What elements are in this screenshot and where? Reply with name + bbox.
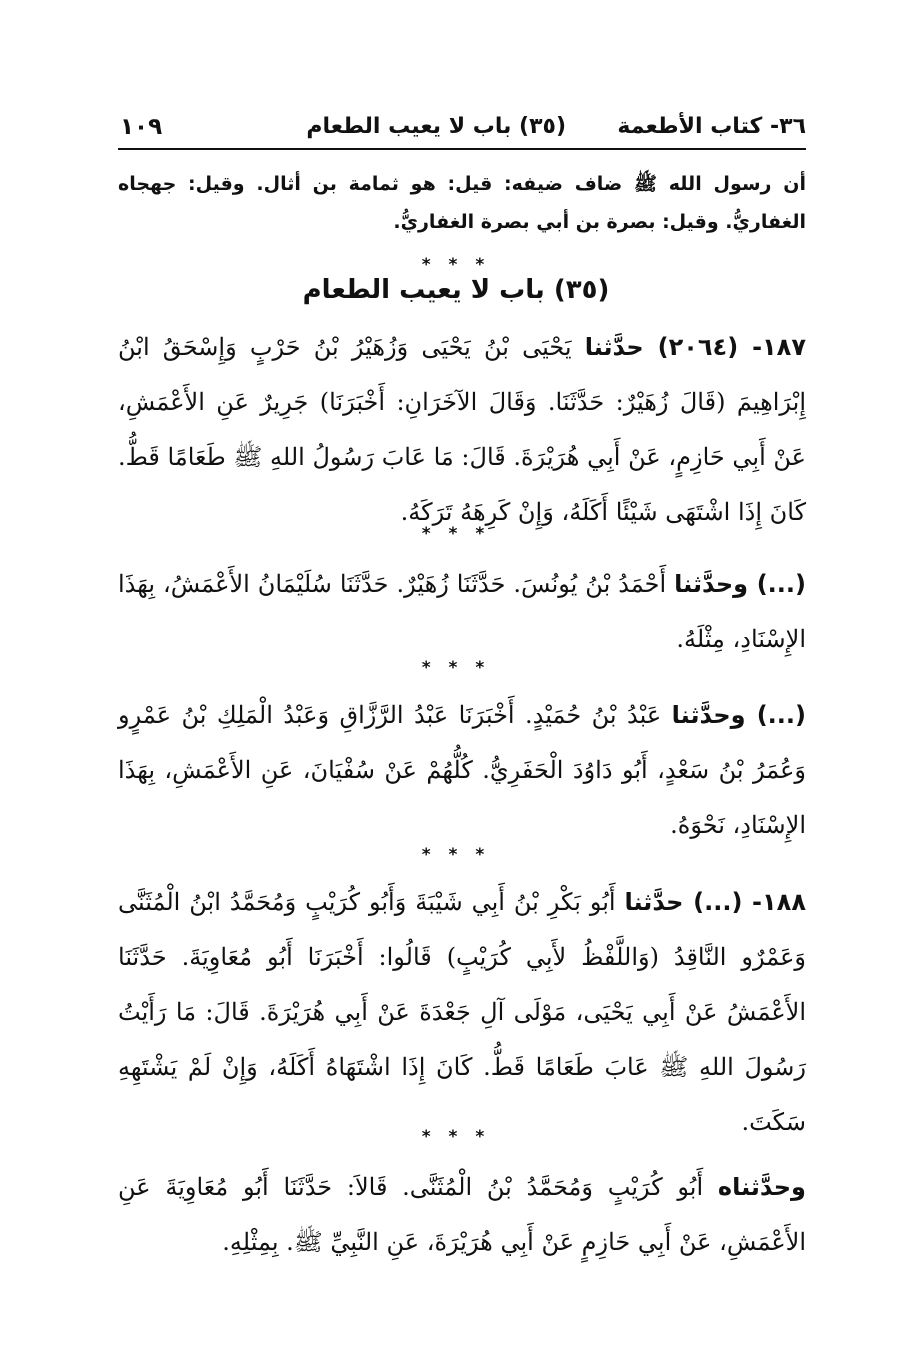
hadith-lead: (...) وحدَّثنا xyxy=(671,701,806,729)
hadith-lead: (...) وحدَّثنا xyxy=(674,570,806,598)
hadith-paragraph xyxy=(118,320,806,540)
hadith-text: أَبُو كُرَيْبٍ وَمُحَمَّدُ بْنُ الْمُثَنَّى. قَالاَ: حَدَّثَنَا أَبُو مُعَاوِيَةَ عَنِ الأَعْمَشِ، عَنْ أَبِي حَازِمٍ عَنْ أَبِي هُرَيْرَةَ، عَنِ النَّبِيِّ ﷺ. بِمِثْلِهِ. xyxy=(118,1173,806,1256)
hadith-text: يَحْيَى بْنُ يَحْيَى وَزُهَيْرُ بْنُ حَرْبٍ وَإِسْحَقُ ابْنُ إِبْرَاهِيمَ (قَالَ زُهَيْرٌ: حَدَّثَنَا. وَقَالَ الآخَرَانِ: أَخْبَرَنَا) جَرِيرٌ عَنِ الأَعْمَشِ، عَنْ أَبِي حَازِمٍ، عَنْ أَبِي هُرَيْرَةَ. قَالَ: مَا عَابَ رَسُولُ اللهِ ﷺ طَعَامًا قَطُّ. كَانَ إِذَا اشْتَهَى شَيْئًا أَكَلَهُ، وَإِنْ كَرِهَهُ تَرَكَهُ. xyxy=(118,333,806,526)
book-title: ٣٦- كتاب الأطعمة xyxy=(617,114,806,139)
hadith-lead: ١٨٨- (...) حدَّثنا xyxy=(624,888,806,916)
hadith-text: عَبْدُ بْنُ حُمَيْدٍ. أَخْبَرَنَا عَبْدُ الرَّزَّاقِ وَعَبْدُ الْمَلِكِ بْنُ عَمْرٍو وَعُمَرُ بْنُ سَعْدٍ، أَبُو دَاوُدَ الْحَفَرِيُّ. كُلُّهُمْ عَنْ سُفْيَانَ، عَنِ الأَعْمَشِ، بِهَذَا الإِسْنَادِ، نَحْوَهُ. xyxy=(118,701,806,839)
hadith-paragraph xyxy=(118,557,806,667)
page-number: ١٠٩ xyxy=(120,114,163,140)
hadith-paragraph xyxy=(118,1160,806,1270)
chapter-title: (٣٥) باب لا يعيب الطعام xyxy=(306,114,566,139)
hadith-paragraph xyxy=(118,688,806,853)
separator-stars: * * * xyxy=(421,524,491,544)
section-heading: (٣٥) باب لا يعيب الطعام xyxy=(302,275,610,305)
running-header xyxy=(118,108,806,150)
footnote-continuation: أن رسول الله ﷺ ضاف ضيفه: قيل: هو ثمامة بن أثال. وقيل: جهجاه الغفاريُّ. وقيل: بصرة بن أبي بصرة الغفاريُّ. xyxy=(118,173,806,233)
hadith-lead: وحدَّثناه xyxy=(717,1173,806,1201)
hadith-text: أَحْمَدُ بْنُ يُونُسَ. حَدَّثَنَا زُهَيْرٌ. حَدَّثَنَا سُلَيْمَانُ الأَعْمَشُ، بِهَذَا الإِسْنَادِ، مِثْلَهُ. xyxy=(118,570,806,653)
hadith-paragraph xyxy=(118,875,806,1150)
separator-stars: * * * xyxy=(421,1127,491,1147)
hadith-text: أَبُو بَكْرِ بْنُ أَبِي شَيْبَةَ وَأَبُو كُرَيْبٍ وَمُحَمَّدُ ابْنُ الْمُثَنَّى وَعَمْرٌو النَّاقِدُ (وَاللَّفْظُ لأَبِي كُرَيْبٍ) قَالُوا: أَخْبَرَنَا أَبُو مُعَاوِيَةَ. حَدَّثَنَا الأَعْمَشُ عَنْ أَبِي يَحْيَى، مَوْلَى آلِ جَعْدَةَ عَنْ أَبِي هُرَيْرَةَ. قَالَ: مَا رَأَيْتُ رَسُولَ اللهِ ﷺ عَابَ طَعَامًا قَطُّ. كَانَ إِذَا اشْتَهَاهُ أَكَلَهُ، وَإِنْ لَمْ يَشْتَهِهِ سَكَتَ. xyxy=(118,888,806,1136)
separator-stars: * * * xyxy=(421,845,491,865)
separator-stars: * * * xyxy=(421,255,491,275)
separator-stars: * * * xyxy=(421,658,491,678)
header-divider xyxy=(118,148,806,150)
hadith-lead: ١٨٧- (٢٠٦٤) حدَّثنا xyxy=(584,333,806,361)
